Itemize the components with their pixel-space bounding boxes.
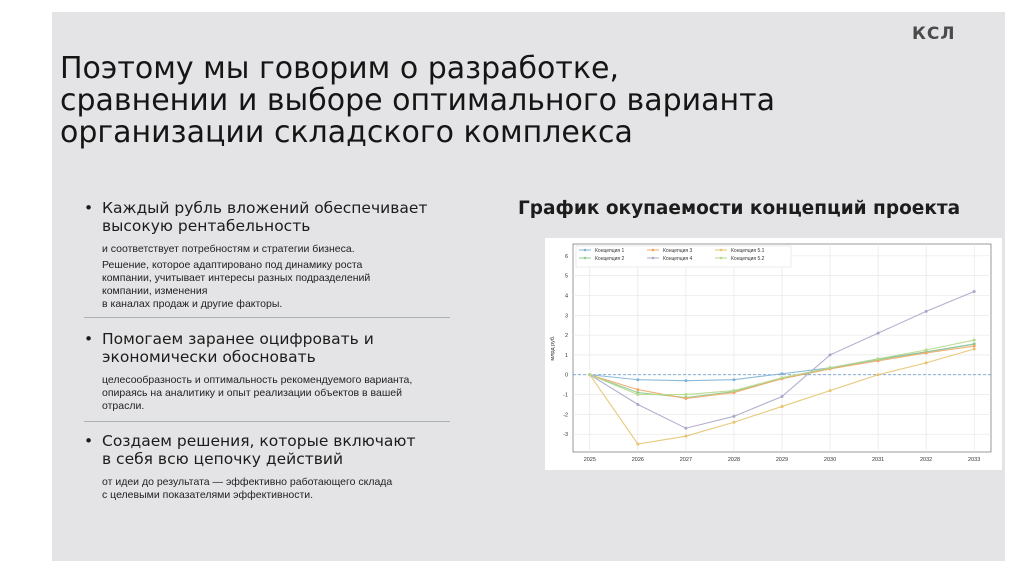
- data-point: [684, 393, 687, 396]
- y-tick-label: -3: [563, 432, 568, 439]
- data-point: [732, 389, 735, 392]
- data-point: [684, 427, 687, 430]
- legend-marker: [720, 249, 723, 252]
- data-point: [732, 378, 735, 381]
- y-axis-label: млрд руб.: [550, 335, 556, 361]
- data-point: [925, 310, 928, 313]
- legend-label: Концепция 3: [663, 248, 693, 254]
- y-tick-label: -1: [563, 392, 568, 399]
- data-point: [973, 345, 976, 348]
- data-point: [588, 373, 591, 376]
- heading-line: в себя всю цепочку действий: [102, 450, 344, 468]
- y-tick-label: 5: [564, 273, 568, 280]
- y-tick-label: 0: [564, 372, 568, 379]
- x-tick-label: 2032: [920, 457, 933, 463]
- data-point: [829, 366, 832, 369]
- section-heading: [84, 199, 450, 235]
- x-tick-label: 2030: [823, 457, 837, 463]
- data-point: [973, 339, 976, 342]
- data-point: [636, 403, 639, 406]
- chart-panel: [545, 238, 1002, 470]
- data-point: [829, 353, 832, 356]
- logo: КСЛ: [912, 24, 956, 44]
- chart-title: График окупаемости концепций проекта: [518, 198, 961, 219]
- title-line: Поэтому мы говорим о разработке,: [60, 51, 619, 86]
- heading-line: экономически обосновать: [102, 348, 316, 366]
- section-digitize: [84, 330, 450, 413]
- legend-label: Концепция 5.2: [731, 256, 765, 262]
- payback-chart: [545, 238, 1002, 470]
- page-title: [60, 53, 820, 149]
- legend-marker: [720, 257, 723, 260]
- divider: [84, 317, 450, 318]
- legend-marker: [584, 249, 587, 252]
- data-point: [684, 397, 687, 400]
- x-tick-label: 2026: [631, 457, 644, 463]
- heading-line: • Создаем решения, которые включают: [102, 432, 416, 450]
- y-tick-label: -2: [563, 412, 568, 419]
- section-text: [84, 374, 450, 413]
- section-text: [84, 243, 450, 311]
- x-tick-label: 2028: [727, 457, 741, 463]
- heading-line: • Помогаем заранее оцифровать и: [102, 330, 374, 348]
- y-tick-label: 6: [564, 253, 568, 260]
- data-point: [684, 379, 687, 382]
- data-point: [973, 347, 976, 350]
- text-line: от идеи до результата — эффективно работающего склада: [102, 476, 393, 488]
- title-line: организации складского комплекса: [60, 115, 633, 150]
- section-investment: [84, 199, 450, 311]
- text-line: компании, учитывает интересы разных подразделений: [102, 272, 371, 284]
- text-line: опираясь на аналитику и опыт реализации объектов в вашей: [102, 387, 402, 399]
- data-point: [732, 421, 735, 424]
- text-line: с целевыми показателями эффективности.: [102, 489, 314, 501]
- data-point: [684, 435, 687, 438]
- legend-marker: [652, 257, 655, 260]
- text-line: целесообразность и оптимальность рекомендуемого варианта,: [102, 374, 413, 386]
- heading-line: высокую рентабельность: [102, 217, 311, 235]
- data-point: [829, 389, 832, 392]
- data-point: [781, 376, 784, 379]
- x-tick-label: 2031: [871, 457, 885, 463]
- y-tick-label: 3: [564, 313, 568, 320]
- x-tick-label: 2027: [679, 457, 693, 463]
- legend-label: Концепция 4: [663, 256, 693, 262]
- data-point: [877, 357, 880, 360]
- x-tick-label: 2025: [583, 457, 596, 463]
- data-point: [781, 405, 784, 408]
- text-line: и соответствует потребностям и стратегии бизнеса.: [102, 243, 355, 255]
- divider: [84, 421, 450, 422]
- section-heading: [84, 432, 450, 468]
- text-line: отрасли.: [102, 400, 145, 412]
- legend-marker: [584, 257, 587, 260]
- section-heading: [84, 330, 450, 366]
- x-tick-label: 2033: [968, 457, 981, 463]
- text-line: в каналах продаж и другие факторы.: [102, 298, 283, 310]
- data-point: [636, 378, 639, 381]
- legend-marker: [652, 249, 655, 252]
- data-point: [877, 332, 880, 335]
- x-tick-label: 2029: [775, 457, 789, 463]
- data-point: [877, 373, 880, 376]
- data-point: [636, 443, 639, 446]
- text-line: Решение, которое адаптировано под динамику роста: [102, 259, 363, 271]
- text-line: компании, изменения: [102, 285, 208, 297]
- section-solutions: [84, 432, 450, 502]
- data-point: [925, 348, 928, 351]
- title-line: сравнении и выборе оптимального варианта: [60, 83, 776, 118]
- data-point: [781, 395, 784, 398]
- legend-label: Концепция 1: [595, 248, 625, 254]
- data-point: [925, 361, 928, 364]
- data-point: [781, 372, 784, 375]
- heading-line: • Каждый рубль вложений обеспечивает: [102, 199, 428, 217]
- legend-label: Концепция 2: [595, 256, 625, 262]
- data-point: [636, 388, 639, 391]
- y-tick-label: 2: [564, 333, 568, 340]
- legend-label: Концепция 5.1: [731, 248, 765, 254]
- data-point: [973, 290, 976, 293]
- data-point: [732, 415, 735, 418]
- data-point: [925, 351, 928, 354]
- section-text: [84, 476, 450, 502]
- y-tick-label: 1: [564, 352, 568, 359]
- data-point: [636, 393, 639, 396]
- y-tick-label: 4: [564, 293, 568, 300]
